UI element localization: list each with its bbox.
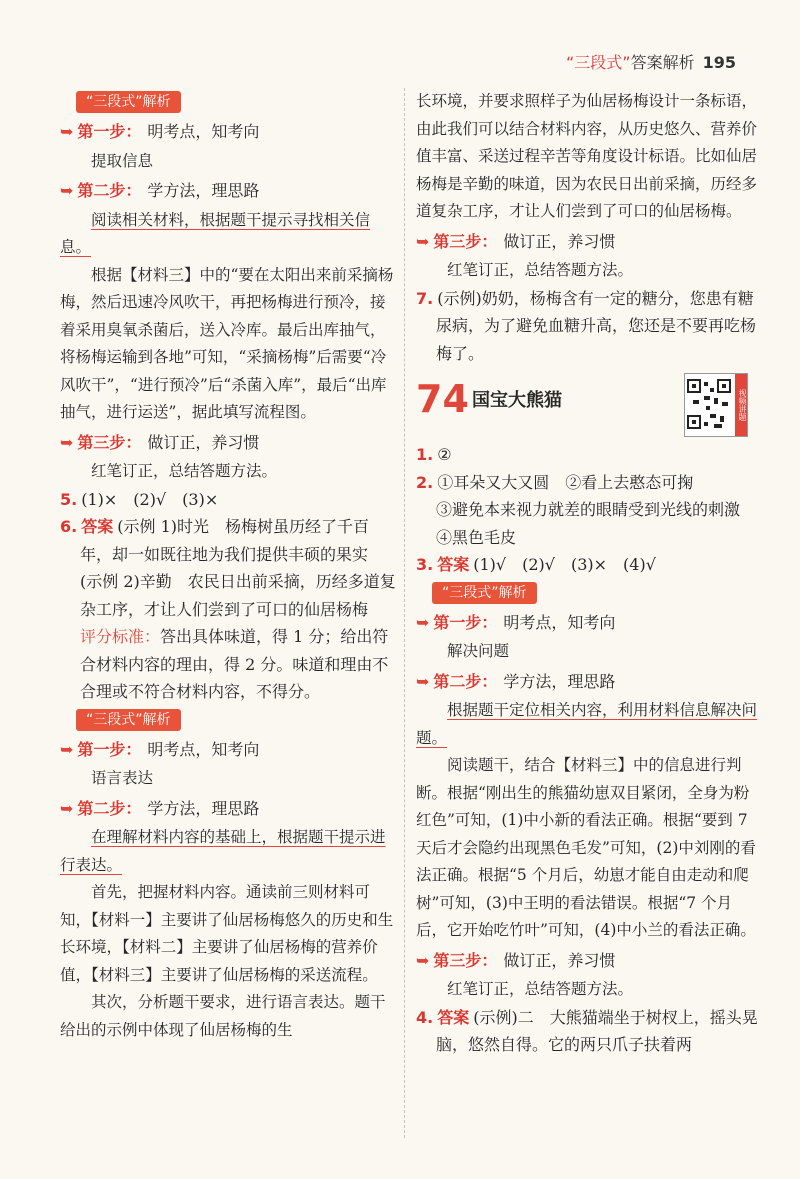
question-7: 7. (示例)奶奶，杨梅含有一定的糖分，您患有糖尿病，为了避免血糖升高，您还是不要再吃杨梅了。 — [416, 288, 757, 363]
analysis-continuation: 长环境，并要求照样子为仙居杨梅设计一条标语，由此我们可以结合材料内容，从历史悠久、营养价值丰富、采送过程辛苦等角度设计标语。比如仙居杨梅是辛勤的味道，因为农民日出前采摘，历经多道复杂工序，才让人们尝到了可口的仙居杨梅。 — [416, 92, 758, 220]
lesson-header — [416, 373, 760, 437]
step-two: ➥ 第二步： 学方法，理思路 — [416, 671, 616, 691]
arrow-icon: ➥ — [60, 432, 74, 452]
scoring-criteria: 评分标准：答出具体味道，得 1 分；给出符合材料内容的理由，得 2 分。味道和理由不合理或不符合材料内容，不得分。 — [80, 627, 389, 701]
arrow-icon: ➥ — [416, 950, 430, 970]
header-highlight: “三段式” — [565, 53, 631, 72]
step-detail: 提取信息 — [91, 151, 154, 170]
analysis-paragraph: 其次，分析题干要求，进行语言表达。题干给出的示例中体现了仙居杨梅的生 — [60, 993, 386, 1039]
analysis-badge: “三段式”解析 — [432, 582, 537, 604]
question-1: 1. ② — [416, 445, 452, 464]
qr-pattern — [685, 374, 733, 434]
left-column — [60, 88, 400, 1044]
question-3: 3. 答案 (1)√ (2)√ (3)× (4)√ — [416, 555, 656, 574]
step-one: ➥ 第一步： 明考点，知考向 — [60, 739, 260, 759]
step-detail: 阅读相关材料，根据题干提示寻找相关信息。 — [60, 210, 371, 256]
step-detail: 解决问题 — [447, 642, 510, 660]
header-label: 答案解析 — [630, 53, 695, 72]
analysis-paragraph: 阅读题干，结合【材料三】中的信息进行判断。根据“刚出生的熊猫幼崽双目紧闭，全身为粉红色”可知，(1)中小新的看法正确。根据“要到 7 天后才会隐约出现黑色毛发”可知，(2)中刘刚的看法正确。根据“5 个月后，幼崽才能自由走动和爬树”可知，(3)中王明的看法错误。根据“7 个月后，它开始吃竹叶”可知，(4)中小兰的看法正确。 — [416, 756, 756, 939]
page-number: 195 — [702, 53, 736, 72]
question-2-line-2: ③避免本来视力就差的眼睛受到光线的刺激 ④黑色毛皮 — [436, 500, 757, 547]
question-2: 2. ①耳朵又大又圆 ②看上去憨态可掬 — [416, 472, 694, 492]
analysis-badge: “三段式”解析 — [76, 709, 181, 731]
question-6-example-2: (示例 2)辛勤 农民日出前采摘，历经多道复杂工序，才让人们尝到了可口的仙居杨梅 — [80, 572, 396, 619]
page-header — [566, 50, 736, 73]
question-6: 6. 答案 (示例 1)时光 杨梅树虽历经了千百年，却一如既往地为我们提供丰硕的果实 — [60, 517, 369, 564]
step-three: ➥ 第三步： 做订正，养习惯 — [60, 432, 260, 452]
step-three: ➥ 第三步： 做订正，养习惯 — [416, 231, 616, 251]
step-detail: 红笔订正，总结答题方法。 — [447, 980, 634, 998]
column-divider — [404, 88, 405, 1138]
step-detail: 红笔订正，总结答题方法。 — [91, 462, 278, 480]
arrow-icon: ➥ — [416, 231, 430, 251]
lesson-number: 74 — [416, 377, 469, 421]
question-4: 4. 答案 (示例)二 大熊猫端坐于树杈上，摇头晃脑，悠然自得。它的两只爪子扶着两 — [416, 1007, 758, 1054]
analysis-badge: “三段式”解析 — [76, 91, 181, 113]
arrow-icon: ➥ — [60, 122, 74, 141]
step-two: ➥ 第二步： 学方法，理思路 — [60, 181, 260, 200]
step-two: ➥ 第二步： 学方法，理思路 — [60, 798, 260, 818]
arrow-icon: ➥ — [416, 671, 430, 691]
analysis-paragraph: 首先，把握材料内容。通读前三则材料可知，【材料一】主要讲了仙居杨梅悠久的历史和生长环境，【材料二】主要讲了仙居杨梅的营养价值，【材料三】主要讲了仙居杨梅的采送流程。 — [60, 883, 394, 984]
qr-tab-label: 视频讲题 — [735, 374, 747, 436]
step-detail: 根据题干定位相关内容，利用材料信息解决问题。 — [416, 701, 758, 747]
right-column — [416, 88, 760, 1059]
arrow-icon: ➥ — [60, 181, 74, 200]
step-one: ➥ 第一步： 明考点，知考向 — [416, 612, 616, 632]
step-one: ➥ 第一步： 明考点，知考向 — [60, 122, 260, 141]
step-detail: 在理解材料内容的基础上，根据题干提示进行表达。 — [60, 828, 386, 874]
analysis-paragraph: 根据【材料三】中的“要在太阳出来前采摘杨梅，然后迅速冷风吹干，再把杨梅进行预冷，接着采用臭氧杀菌后，送入冷库。最后出库抽气，将杨梅运输到各地”可知，“采摘杨梅”后需要“冷风吹干”，“进行预冷”后“杀菌入库”，最后“出库抽气，进行运送”，据此填写流程图。 — [60, 265, 394, 421]
question-5: 5. (1)× (2)√ (3)× — [60, 489, 219, 509]
step-three: ➥ 第三步： 做订正，养习惯 — [416, 950, 616, 970]
arrow-icon: ➥ — [60, 739, 74, 759]
arrow-icon: ➥ — [60, 798, 74, 818]
lesson-title: 国宝大熊猫 — [472, 390, 562, 411]
qr-code-icon[interactable] — [684, 373, 748, 437]
step-detail: 语言表达 — [91, 769, 154, 787]
arrow-icon: ➥ — [416, 612, 430, 632]
step-detail: 红笔订正，总结答题方法。 — [447, 261, 634, 279]
